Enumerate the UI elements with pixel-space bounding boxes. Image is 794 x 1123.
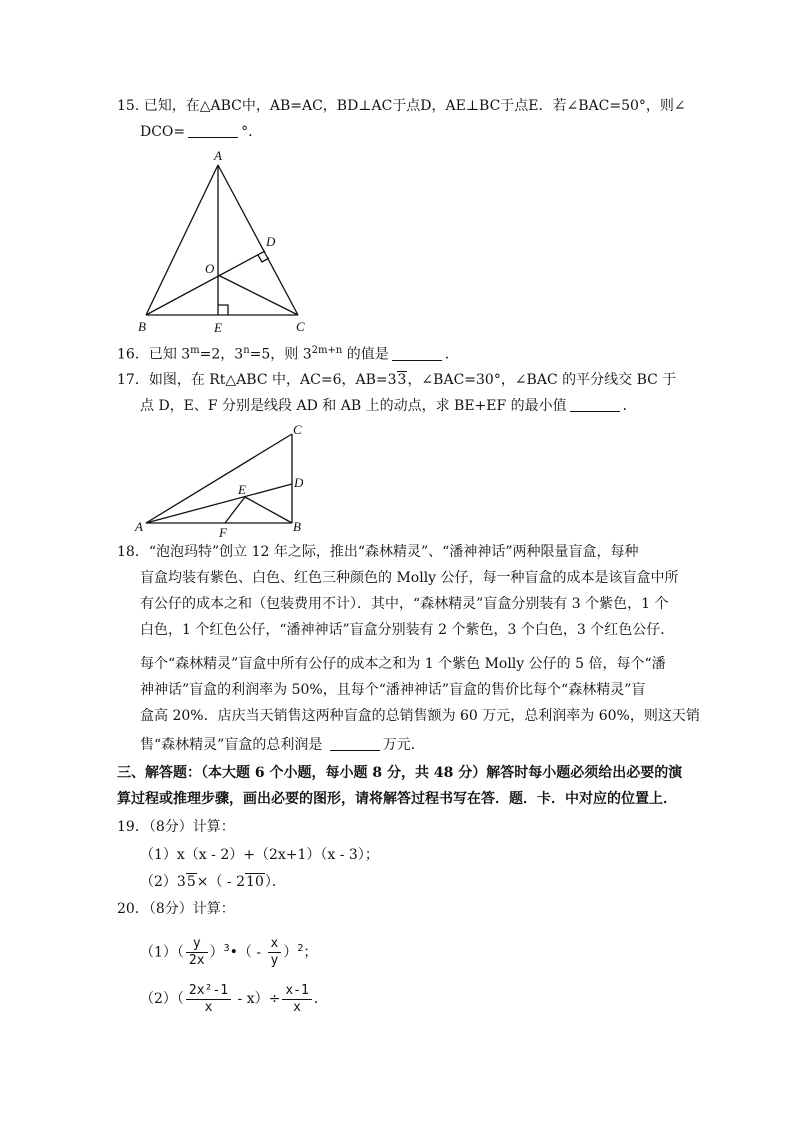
q19-p2-b: ×（ - 2	[196, 874, 246, 890]
q19-p2-a: （2）3	[140, 874, 186, 890]
q17-answer-blank[interactable]	[570, 397, 620, 412]
q15-figure	[130, 145, 330, 340]
q17-figure	[130, 420, 320, 538]
q19-part1: （1）x（x - 2）+（2x+1）（x - 3）；	[140, 847, 379, 863]
q17-label-d: D	[294, 475, 304, 490]
q17-line1	[117, 370, 676, 390]
q16-mid2: =5，则 3	[249, 346, 312, 363]
q20-part1: （1）（ $\frac{y}{2x}$ ）$^3$•（ - $\frac{x}{y}$ ）$^2$；	[140, 936, 318, 969]
q20-p2-f1-num: 2x²-1	[186, 983, 231, 1000]
q15-line2	[140, 122, 262, 142]
q15-label-o: O	[205, 261, 215, 276]
q19-part2	[140, 872, 286, 892]
q20-title: 20．（8分）计算：	[117, 901, 235, 917]
q20-p1-f1-num: y	[186, 936, 208, 953]
q20-p1-exp1: 3	[223, 943, 230, 954]
q17-label-f: F	[219, 525, 227, 538]
q18-line-1: 18．“泡泡玛特”创立 12 年之际，推出“森林精灵”、“潘神神话”两种限量盲盒，每种	[117, 544, 639, 560]
q17-line2-text: 点 D，E、F 分别是线段 AD 和 AB 上的动点，求 BE+EF 的最小值	[140, 398, 567, 414]
q18-line-4: 白色，1 个红色公仔，“潘神神话”盲盒分别装有 2 个紫色，3 个白色，3 个红色公仔．	[140, 622, 675, 638]
q17-label-b: B	[293, 519, 301, 534]
q19-sqrt-10: 10	[246, 874, 264, 890]
q17-line1-b: ，∠BAC=30°，∠BAC 的平分线交 BC 于	[407, 372, 677, 388]
q20-p1-end: ；	[303, 944, 318, 961]
q16-exp-m: m	[190, 345, 200, 356]
q16-answer-blank[interactable]	[392, 346, 442, 361]
q18-line-3: 有公仔的成本之和（包装费用不计）．其中，“森林精灵”盲盒分别装有 3 个紫色，1 个	[140, 596, 669, 612]
q20-p1-f2-num: x	[268, 936, 282, 953]
q20-p1-dot: •（ -	[229, 944, 266, 961]
q15-line1: 15. 已知，在△ABC中，AB=AC，BD⊥AC于点D，AE⊥BC于点E．若∠BAC=50°，则∠	[117, 98, 686, 114]
q20-p2-f1-den: x	[204, 999, 213, 1015]
q19-p2-c: ）．	[264, 874, 286, 890]
q20-p1-frac1	[186, 936, 208, 969]
q20-p2-frac1	[186, 983, 231, 1016]
q15-label-b: B	[138, 319, 146, 334]
q20-p1-frac2	[268, 936, 282, 969]
q15-answer-blank[interactable]	[188, 123, 238, 138]
q16-prefix: 16．已知 3	[117, 346, 191, 363]
q18-line-2: 盲盒均装有紫色、白色、红色三种颜色的 Molly 公仔，每一种盲盒的成本是该盲盒中所	[140, 570, 679, 586]
q16-exp: 2m+n	[311, 345, 343, 356]
q17-label-c: C	[293, 422, 302, 437]
q20-p1-f1-den: 2x	[188, 953, 205, 969]
q18-line-5: 每个“森林精灵”盲盒中所有公仔的成本之和为 1 个紫色 Molly 公仔的 5 倍，每个“潘	[140, 656, 666, 672]
q15-label-a: A	[214, 148, 222, 163]
q20-p2-end: ．	[313, 991, 328, 1007]
q19-sqrt-5: 5	[186, 874, 196, 890]
q20-p2-mid: - x）÷	[233, 991, 281, 1007]
section3-line2: 算过程或推理步骤，画出必要的图形，请将解答过程书写在答．题．卡．中对应的位置上．	[117, 791, 677, 807]
q18-answer-blank[interactable]	[330, 736, 380, 751]
q20-p2-frac2	[282, 983, 311, 1016]
q17-label-a: A	[135, 519, 143, 534]
q18-last-prefix: 售“森林精灵”盲盒的总利润是	[140, 737, 327, 753]
q16-line: 16．已知 $3^m=2$，$3^n=5$，则 $3^{2m+n}$ 的值是 ．	[117, 345, 459, 363]
q17-line1-a: 17．如图，在 Rt△ABC 中，AC=6，AB=3	[117, 372, 397, 388]
q18-last-suffix: 万元．	[382, 737, 425, 753]
q17-label-e: E	[238, 482, 246, 497]
q20-p1-label: （1）	[140, 944, 177, 961]
q18-line-8	[140, 735, 425, 755]
q15-label-c: C	[296, 319, 305, 334]
q20-part2	[140, 982, 328, 1016]
q19-title: 19．（8分）计算：	[117, 819, 235, 835]
q16-suffix: 的值是	[342, 346, 389, 363]
q16-mid1: =2，3	[199, 346, 244, 363]
q18-line-7: 盒高 20%．店庆当天销售这两种盲盒的总销售额为 60 万元，总利润率为 60%，则这天销	[140, 708, 700, 724]
q17-sqrt: 3	[397, 372, 407, 388]
q20-p1-exp2: 2	[297, 943, 304, 954]
q17-line2: 点 D，E、F 分别是线段 AD 和 AB 上的动点，求 BE+EF 的最小值 ．	[140, 398, 637, 414]
q18-line-6: 神神话”盲盒的利润率为 50%，且每个“潘神神话”盲盒的售价比每个“森林精灵”盲	[140, 682, 646, 698]
section3-line1: 三、解答题：（本大题 6 个小题，每小题 8 分，共 48 分）解答时每小题必须给出必要的演	[117, 765, 683, 781]
q15-label-e: E	[214, 320, 222, 335]
q20-p2-f2-num: x-1	[282, 983, 311, 1000]
q20-p2-f2-den: x	[293, 999, 301, 1015]
q15-label-d: D	[266, 234, 276, 249]
q15-line2-prefix: DCO=	[140, 124, 186, 140]
q20-p2-label: （2）（	[140, 991, 184, 1007]
q16-exp-n: n	[243, 345, 250, 356]
q15-line2-suffix: °．	[241, 124, 263, 140]
q20-p1-f2-den: y	[270, 953, 279, 969]
